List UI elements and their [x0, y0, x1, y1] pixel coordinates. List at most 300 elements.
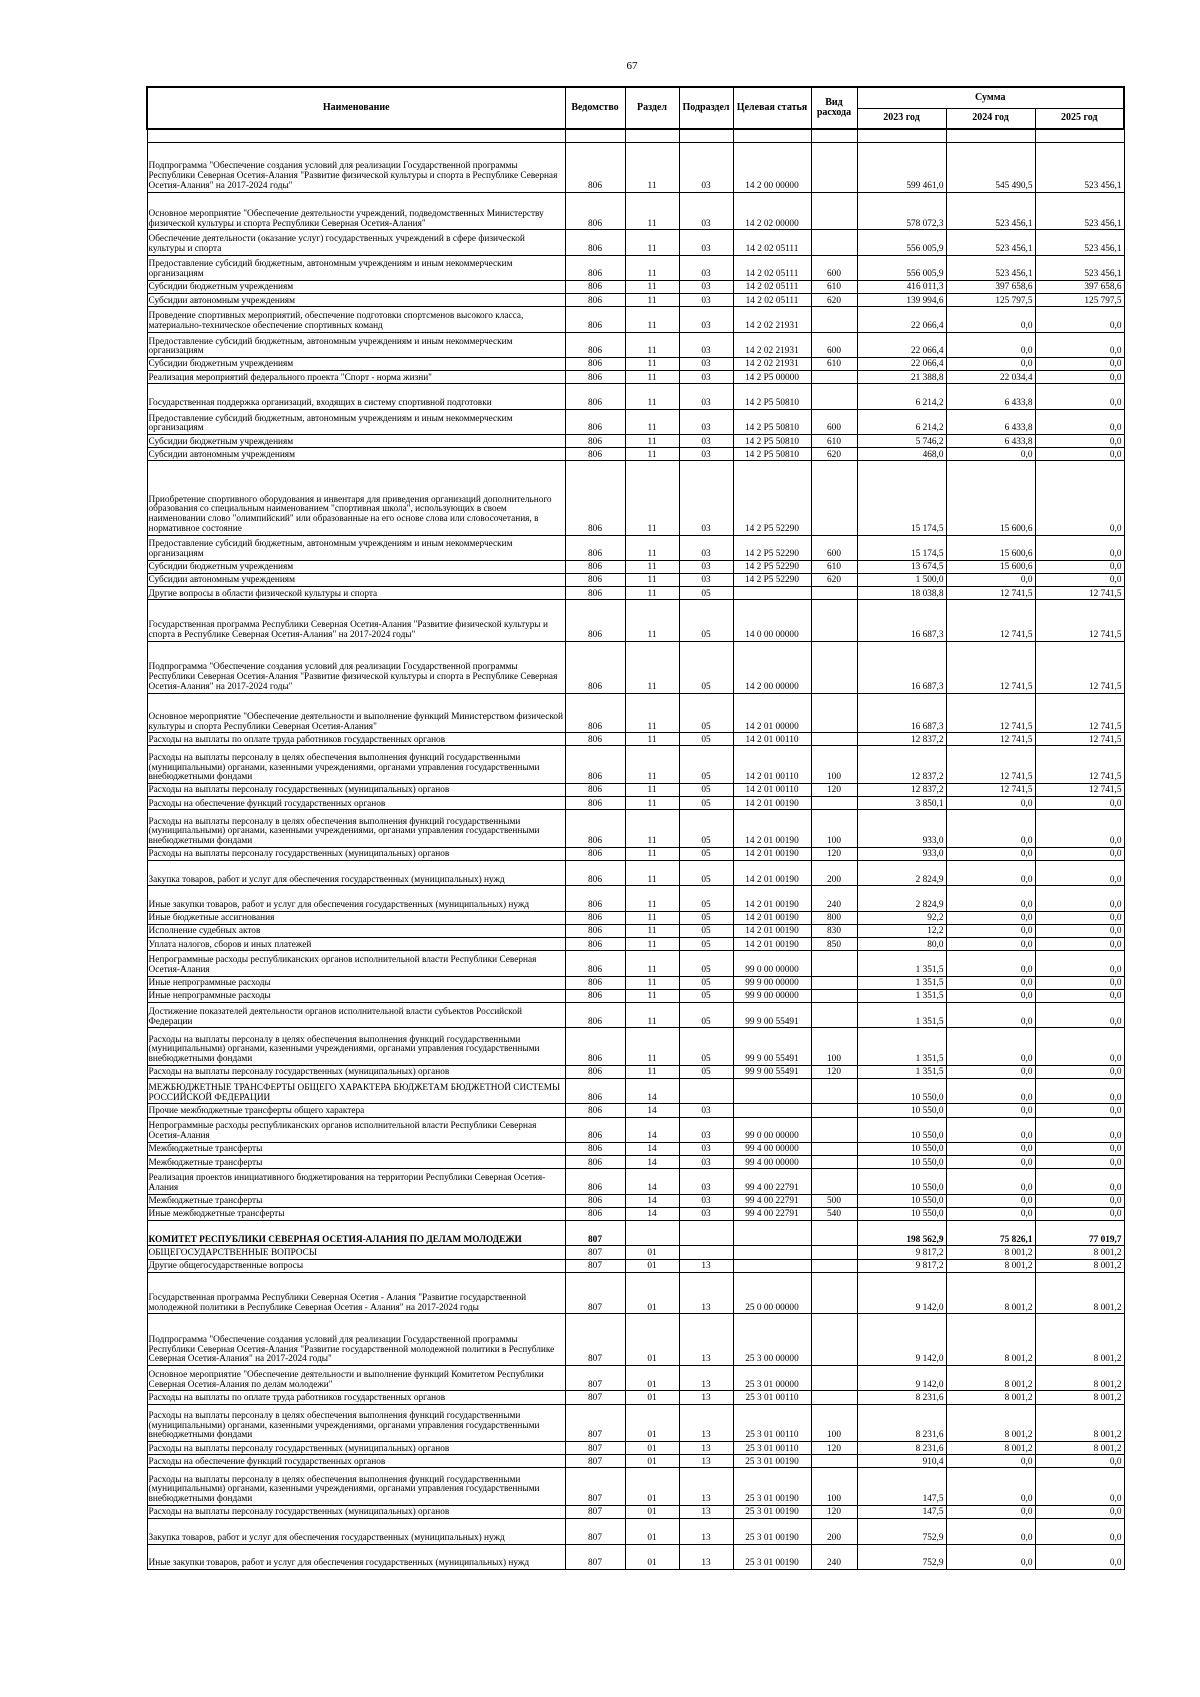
cell-name: Субсидии бюджетным учреждениям — [147, 560, 565, 573]
cell-2024: 0,0 — [946, 307, 1035, 332]
cell-razdel: 11 — [625, 951, 679, 976]
cell-vid — [811, 1104, 857, 1117]
cell-razdel: 11 — [625, 435, 679, 448]
cell-vedomstvo: 806 — [565, 1142, 625, 1155]
cell-podrazdel: 13 — [679, 1442, 733, 1455]
cell-celevaya: 14 2 01 00190 — [733, 911, 811, 924]
cell-name: МЕЖБЮДЖЕТНЫЕ ТРАНСФЕРТЫ ОБЩЕГО ХАРАКТЕРА БЮДЖЕТАМ БЮДЖЕТНОЙ СИСТЕМЫ РОССИЙСКОЙ ФЕДЕРАЦИИ — [147, 1079, 565, 1104]
cell-2023: 16 687,3 — [857, 693, 946, 733]
cell-celevaya: 14 2 01 00110 — [733, 784, 811, 797]
cell-name: Предоставление субсидий бюджетным, автономным учреждениям и иным некоммерческим организациям — [147, 535, 565, 560]
cell-podrazdel: 05 — [679, 911, 733, 924]
cell-2023: 599 461,0 — [857, 143, 946, 193]
cell-celevaya — [733, 1104, 811, 1117]
cell-vedomstvo: 806 — [565, 924, 625, 937]
cell-2025: 0,0 — [1035, 1156, 1124, 1169]
cell-vid: 620 — [811, 448, 857, 461]
cell-2023: 8 231,6 — [857, 1391, 946, 1404]
cell-razdel: 11 — [625, 886, 679, 911]
cell-2024: 12 741,5 — [946, 587, 1035, 600]
cell-podrazdel: 13 — [679, 1314, 733, 1366]
cell-celevaya: 99 0 00 00000 — [733, 1117, 811, 1142]
cell-2023: 12 837,2 — [857, 733, 946, 746]
table-row — [147, 143, 1124, 193]
cell-podrazdel: 03 — [679, 294, 733, 307]
col-celevaya-header: Целевая статья — [733, 87, 811, 129]
cell-razdel: 11 — [625, 192, 679, 230]
cell-razdel: 11 — [625, 600, 679, 642]
cell-vedomstvo: 806 — [565, 280, 625, 293]
cell-podrazdel: 03 — [679, 1142, 733, 1155]
cell-vid — [811, 1366, 857, 1391]
table-row — [147, 784, 1124, 797]
cell-celevaya: 25 3 01 00110 — [733, 1404, 811, 1442]
cell-vid: 610 — [811, 280, 857, 293]
cell-2023: 2 824,9 — [857, 886, 946, 911]
cell-vedomstvo: 806 — [565, 911, 625, 924]
table-row — [147, 1028, 1124, 1066]
cell-2025: 0,0 — [1035, 1194, 1124, 1207]
cell-celevaya: 14 2 02 05111 — [733, 255, 811, 280]
cell-2024: 12 741,5 — [946, 693, 1035, 733]
table-row — [147, 384, 1124, 409]
cell-2025: 0,0 — [1035, 1455, 1124, 1468]
cell-podrazdel: 05 — [679, 861, 733, 886]
cell-2024: 0,0 — [946, 1079, 1035, 1104]
table-row — [147, 1366, 1124, 1391]
cell-razdel: 11 — [625, 810, 679, 848]
cell-name: Реализация мероприятий федерального проекта "Спорт - норма жизни" — [147, 371, 565, 384]
cell-2024: 8 001,2 — [946, 1314, 1035, 1366]
cell-2023: 1 351,5 — [857, 1028, 946, 1066]
cell-podrazdel: 13 — [679, 1272, 733, 1314]
cell-2025: 0,0 — [1035, 1028, 1124, 1066]
table-row — [147, 847, 1124, 860]
cell-2024: 15 600,6 — [946, 535, 1035, 560]
cell-podrazdel: 05 — [679, 600, 733, 642]
cell-vedomstvo: 806 — [565, 448, 625, 461]
cell-podrazdel — [679, 1246, 733, 1259]
cell-vid: 600 — [811, 409, 857, 434]
cell-vid: 100 — [811, 810, 857, 848]
cell-name: Субсидии автономным учреждениям — [147, 294, 565, 307]
cell-celevaya: 14 2 P5 00000 — [733, 371, 811, 384]
cell-name: Подпрограмма "Обеспечение создания условий для реализации Государственной программы Республики Северная Осетия-Алания "Развитие физической культуры и спорта в Республике Северная Осетия-Алания" на 2017-2024 годы" — [147, 641, 565, 693]
col-vid-header: Вид расхода — [811, 87, 857, 129]
cell-2024: 12 741,5 — [946, 784, 1035, 797]
cell-2024: 0,0 — [946, 1519, 1035, 1544]
cell-2024: 12 741,5 — [946, 746, 1035, 784]
cell-2024: 15 600,6 — [946, 560, 1035, 573]
cell-2024: 0,0 — [946, 810, 1035, 848]
cell-razdel: 11 — [625, 294, 679, 307]
cell-razdel: 01 — [625, 1519, 679, 1544]
cell-2025: 8 001,2 — [1035, 1366, 1124, 1391]
cell-razdel: 11 — [625, 535, 679, 560]
cell-razdel: 14 — [625, 1194, 679, 1207]
cell-razdel: 11 — [625, 230, 679, 255]
cell-2023: 22 066,4 — [857, 332, 946, 357]
cell-2025: 12 741,5 — [1035, 733, 1124, 746]
cell-name: Предоставление субсидий бюджетным, автономным учреждениям и иным некоммерческим организациям — [147, 332, 565, 357]
cell-celevaya: 99 0 00 00000 — [733, 951, 811, 976]
cell-celevaya: 25 3 00 00000 — [733, 1314, 811, 1366]
cell-podrazdel: 03 — [679, 1194, 733, 1207]
cell-vid — [811, 1314, 857, 1366]
cell-vid — [811, 1391, 857, 1404]
cell-razdel: 14 — [625, 1117, 679, 1142]
cell-2024: 8 001,2 — [946, 1259, 1035, 1272]
cell-2025: 0,0 — [1035, 938, 1124, 951]
cell-vedomstvo: 806 — [565, 1169, 625, 1194]
cell-2024: 0,0 — [946, 1455, 1035, 1468]
cell-2024: 523 456,1 — [946, 230, 1035, 255]
cell-vedomstvo: 806 — [565, 294, 625, 307]
cell-celevaya: 14 2 02 05111 — [733, 230, 811, 255]
cell-name: Обеспечение деятельности (оказание услуг) государственных учреждений в сфере физической культуры и спорта — [147, 230, 565, 255]
cell-razdel: 11 — [625, 797, 679, 810]
cell-vedomstvo: 807 — [565, 1455, 625, 1468]
spacer-row — [147, 129, 1124, 143]
cell-vedomstvo: 806 — [565, 1028, 625, 1066]
cell-razdel: 11 — [625, 784, 679, 797]
cell-vedomstvo: 807 — [565, 1468, 625, 1506]
cell-2024: 0,0 — [946, 1002, 1035, 1027]
cell-celevaya: 14 2 P5 52290 — [733, 574, 811, 587]
cell-podrazdel: 13 — [679, 1519, 733, 1544]
cell-2023: 6 214,2 — [857, 409, 946, 434]
cell-vid: 620 — [811, 294, 857, 307]
cell-vid: 120 — [811, 1505, 857, 1518]
cell-razdel: 11 — [625, 1028, 679, 1066]
cell-2023: 92,2 — [857, 911, 946, 924]
cell-2025: 0,0 — [1035, 1519, 1124, 1544]
cell-vedomstvo: 806 — [565, 192, 625, 230]
cell-razdel: 11 — [625, 307, 679, 332]
cell-name: Другие общегосударственные вопросы — [147, 1259, 565, 1272]
table-row — [147, 1519, 1124, 1544]
cell-2025: 0,0 — [1035, 886, 1124, 911]
cell-2023: 16 687,3 — [857, 641, 946, 693]
cell-name: Иные закупки товаров, работ и услуг для обеспечения государственных (муниципальных) нужд — [147, 1544, 565, 1569]
table-row — [147, 693, 1124, 733]
cell-vid — [811, 600, 857, 642]
cell-name: Расходы на обеспечение функций государственных органов — [147, 1455, 565, 1468]
cell-2023: 10 550,0 — [857, 1156, 946, 1169]
cell-celevaya: 14 2 01 00110 — [733, 746, 811, 784]
cell-vid — [811, 1169, 857, 1194]
table-row — [147, 1117, 1124, 1142]
table-row — [147, 1169, 1124, 1194]
cell-celevaya: 14 2 02 05111 — [733, 280, 811, 293]
cell-razdel: 14 — [625, 1156, 679, 1169]
cell-podrazdel: 05 — [679, 886, 733, 911]
cell-vid: 120 — [811, 847, 857, 860]
table-row — [147, 1314, 1124, 1366]
table-row — [147, 307, 1124, 332]
table-row — [147, 976, 1124, 989]
table-row — [147, 448, 1124, 461]
cell-vid — [811, 951, 857, 976]
cell-razdel: 01 — [625, 1272, 679, 1314]
cell-2023: 10 550,0 — [857, 1117, 946, 1142]
cell-vedomstvo: 806 — [565, 810, 625, 848]
table-row — [147, 924, 1124, 937]
cell-name: Расходы на выплаты персоналу в целях обеспечения выполнения функций государственными (муниципальными) органами, казенными учреждениями, органами управления государственными внебюджетными фондами — [147, 1468, 565, 1506]
cell-2024: 0,0 — [946, 1156, 1035, 1169]
cell-podrazdel: 05 — [679, 1028, 733, 1066]
cell-2025: 0,0 — [1035, 307, 1124, 332]
cell-name: Приобретение спортивного оборудования и инвентаря для приведения организаций дополнительного образования со специальным наименованием "спортивная школа", использующих в своем наименовании слово "олимпийский" или образованные на его основе слова или словосочетания, в нормативное состояние — [147, 461, 565, 535]
cell-vedomstvo: 806 — [565, 847, 625, 860]
cell-vedomstvo: 806 — [565, 409, 625, 434]
cell-2025: 8 001,2 — [1035, 1246, 1124, 1259]
cell-razdel: 01 — [625, 1544, 679, 1569]
cell-podrazdel: 03 — [679, 371, 733, 384]
cell-podrazdel: 13 — [679, 1404, 733, 1442]
cell-podrazdel: 05 — [679, 733, 733, 746]
cell-podrazdel: 05 — [679, 1002, 733, 1027]
cell-podrazdel: 05 — [679, 938, 733, 951]
cell-vedomstvo: 806 — [565, 1002, 625, 1027]
cell-name: Исполнение судебных актов — [147, 924, 565, 937]
cell-2024: 6 433,8 — [946, 409, 1035, 434]
cell-2024: 8 001,2 — [946, 1272, 1035, 1314]
cell-vid: 540 — [811, 1207, 857, 1220]
cell-vid: 200 — [811, 1519, 857, 1544]
table-row — [147, 1246, 1124, 1259]
cell-vid — [811, 1117, 857, 1142]
cell-podrazdel: 05 — [679, 924, 733, 937]
cell-name: Расходы на выплаты по оплате труда работников государственных органов — [147, 1391, 565, 1404]
cell-vid — [811, 1002, 857, 1027]
cell-2024: 0,0 — [946, 1505, 1035, 1518]
cell-2023: 1 351,5 — [857, 1065, 946, 1078]
cell-2023: 556 005,9 — [857, 230, 946, 255]
cell-2025: 77 019,7 — [1035, 1220, 1124, 1245]
cell-2024: 0,0 — [946, 1169, 1035, 1194]
cell-2024: 15 600,6 — [946, 461, 1035, 535]
cell-celevaya: 99 4 00 22791 — [733, 1169, 811, 1194]
cell-2023: 10 550,0 — [857, 1194, 946, 1207]
cell-2024: 0,0 — [946, 1028, 1035, 1066]
cell-vedomstvo: 806 — [565, 535, 625, 560]
cell-2025: 0,0 — [1035, 332, 1124, 357]
cell-2025: 12 741,5 — [1035, 693, 1124, 733]
col-vedomstvo-header: Ведомство — [565, 87, 625, 129]
cell-vid: 600 — [811, 255, 857, 280]
cell-podrazdel: 03 — [679, 307, 733, 332]
cell-razdel: 11 — [625, 255, 679, 280]
cell-name: Расходы на выплаты персоналу государственных (муниципальных) органов — [147, 1442, 565, 1455]
cell-name: ОБЩЕГОСУДАРСТВЕННЫЕ ВОПРОСЫ — [147, 1246, 565, 1259]
cell-2025: 0,0 — [1035, 574, 1124, 587]
cell-podrazdel: 03 — [679, 332, 733, 357]
cell-2025: 0,0 — [1035, 371, 1124, 384]
cell-podrazdel: 05 — [679, 976, 733, 989]
cell-2023: 12,2 — [857, 924, 946, 937]
cell-2023: 6 214,2 — [857, 384, 946, 409]
cell-name: Иные непрограммные расходы — [147, 976, 565, 989]
cell-razdel: 14 — [625, 1079, 679, 1104]
cell-vedomstvo: 806 — [565, 938, 625, 951]
cell-podrazdel: 03 — [679, 1169, 733, 1194]
cell-2023: 80,0 — [857, 938, 946, 951]
cell-vedomstvo: 806 — [565, 1194, 625, 1207]
cell-2023: 752,9 — [857, 1544, 946, 1569]
cell-celevaya: 99 9 00 55491 — [733, 1002, 811, 1027]
col-razdel-header: Раздел — [625, 87, 679, 129]
cell-2025: 0,0 — [1035, 861, 1124, 886]
table-row — [147, 1065, 1124, 1078]
cell-name: Реализация проектов инициативного бюджетирования на территории Республики Северная Осетия-Алания — [147, 1169, 565, 1194]
cell-vedomstvo: 806 — [565, 143, 625, 193]
table-row — [147, 1220, 1124, 1245]
cell-vedomstvo: 806 — [565, 693, 625, 733]
cell-2023: 12 837,2 — [857, 784, 946, 797]
cell-2025: 0,0 — [1035, 989, 1124, 1002]
cell-celevaya: 99 4 00 00000 — [733, 1142, 811, 1155]
table-row — [147, 255, 1124, 280]
table-row — [147, 1194, 1124, 1207]
cell-vedomstvo: 806 — [565, 1065, 625, 1078]
cell-2024: 0,0 — [946, 886, 1035, 911]
cell-name: Другие вопросы в области физической культуры и спорта — [147, 587, 565, 600]
cell-razdel: 11 — [625, 560, 679, 573]
cell-razdel: 14 — [625, 1169, 679, 1194]
cell-2025: 8 001,2 — [1035, 1314, 1124, 1366]
cell-2023: 10 550,0 — [857, 1169, 946, 1194]
cell-razdel: 11 — [625, 693, 679, 733]
cell-podrazdel: 03 — [679, 1104, 733, 1117]
cell-name: Предоставление субсидий бюджетным, автономным учреждениям и иным некоммерческим организациям — [147, 409, 565, 434]
cell-celevaya: 99 4 00 00000 — [733, 1156, 811, 1169]
cell-podrazdel: 13 — [679, 1366, 733, 1391]
cell-razdel: 11 — [625, 733, 679, 746]
cell-2023: 13 674,5 — [857, 560, 946, 573]
cell-vid: 500 — [811, 1194, 857, 1207]
cell-2024: 0,0 — [946, 847, 1035, 860]
cell-razdel: 01 — [625, 1404, 679, 1442]
cell-2024: 0,0 — [946, 976, 1035, 989]
cell-celevaya: 99 9 00 00000 — [733, 989, 811, 1002]
cell-celevaya: 14 2 01 00110 — [733, 733, 811, 746]
cell-podrazdel: 05 — [679, 989, 733, 1002]
cell-celevaya: 25 3 01 00110 — [733, 1391, 811, 1404]
cell-2025: 0,0 — [1035, 1169, 1124, 1194]
cell-vid — [811, 1272, 857, 1314]
table-row — [147, 733, 1124, 746]
col-summa-header: Сумма — [857, 87, 1124, 109]
cell-razdel: 11 — [625, 448, 679, 461]
cell-2023: 1 351,5 — [857, 951, 946, 976]
col-2025-header: 2025 год — [1035, 109, 1124, 130]
cell-vid — [811, 461, 857, 535]
cell-razdel: 11 — [625, 976, 679, 989]
cell-podrazdel: 03 — [679, 1156, 733, 1169]
cell-vedomstvo: 807 — [565, 1404, 625, 1442]
cell-razdel: 01 — [625, 1246, 679, 1259]
cell-2024: 0,0 — [946, 574, 1035, 587]
cell-name: Расходы на выплаты персоналу государственных (муниципальных) органов — [147, 847, 565, 860]
cell-2023: 5 746,2 — [857, 435, 946, 448]
table-row — [147, 810, 1124, 848]
table-row — [147, 1442, 1124, 1455]
cell-2025: 0,0 — [1035, 560, 1124, 573]
table-row — [147, 797, 1124, 810]
cell-podrazdel: 03 — [679, 574, 733, 587]
cell-vid — [811, 1142, 857, 1155]
cell-vid: 200 — [811, 861, 857, 886]
cell-2024: 8 001,2 — [946, 1442, 1035, 1455]
cell-2025: 8 001,2 — [1035, 1391, 1124, 1404]
cell-name: Расходы на выплаты персоналу в целях обеспечения выполнения функций государственными (муниципальными) органами, казенными учреждениями, органами управления государственными внебюджетными фондами — [147, 1028, 565, 1066]
cell-2023: 2 824,9 — [857, 861, 946, 886]
cell-vedomstvo: 806 — [565, 1104, 625, 1117]
cell-2023: 18 038,8 — [857, 587, 946, 600]
cell-2024: 0,0 — [946, 797, 1035, 810]
cell-celevaya: 14 2 01 00190 — [733, 847, 811, 860]
cell-vid — [811, 1220, 857, 1245]
cell-celevaya: 14 0 00 00000 — [733, 600, 811, 642]
cell-vedomstvo: 806 — [565, 574, 625, 587]
table-row — [147, 861, 1124, 886]
cell-2024: 0,0 — [946, 911, 1035, 924]
cell-vid — [811, 976, 857, 989]
cell-razdel: 11 — [625, 641, 679, 693]
cell-2024: 0,0 — [946, 1468, 1035, 1506]
cell-razdel: 11 — [625, 332, 679, 357]
cell-2025: 0,0 — [1035, 976, 1124, 989]
cell-podrazdel: 05 — [679, 784, 733, 797]
cell-2024: 12 741,5 — [946, 600, 1035, 642]
cell-2023: 15 174,5 — [857, 535, 946, 560]
cell-2025: 12 741,5 — [1035, 641, 1124, 693]
cell-name: Прочие межбюджетные трансферты общего характера — [147, 1104, 565, 1117]
cell-2023: 10 550,0 — [857, 1079, 946, 1104]
cell-celevaya: 99 9 00 55491 — [733, 1065, 811, 1078]
cell-podrazdel: 13 — [679, 1455, 733, 1468]
cell-celevaya: 14 2 01 00190 — [733, 886, 811, 911]
cell-2024: 125 797,5 — [946, 294, 1035, 307]
cell-celevaya: 25 3 01 00190 — [733, 1505, 811, 1518]
cell-2025: 0,0 — [1035, 951, 1124, 976]
cell-celevaya: 14 2 P5 50810 — [733, 448, 811, 461]
cell-2025: 0,0 — [1035, 461, 1124, 535]
cell-razdel: 01 — [625, 1366, 679, 1391]
table-row — [147, 1142, 1124, 1155]
cell-vedomstvo: 806 — [565, 746, 625, 784]
table-row — [147, 1505, 1124, 1518]
cell-podrazdel: 03 — [679, 535, 733, 560]
cell-2025: 12 741,5 — [1035, 587, 1124, 600]
cell-name: Расходы на выплаты персоналу государственных (муниципальных) органов — [147, 1505, 565, 1518]
cell-vedomstvo: 806 — [565, 600, 625, 642]
cell-name: Подпрограмма "Обеспечение создания условий для реализации Государственной программы Республики Северная Осетия-Алания "Развитие физической культуры и спорта в Республике Северная Осетия-Алания" на 2017-2024 годы" — [147, 143, 565, 193]
cell-2024: 0,0 — [946, 1207, 1035, 1220]
cell-podrazdel: 05 — [679, 641, 733, 693]
cell-vid: 830 — [811, 924, 857, 937]
cell-2024: 0,0 — [946, 1194, 1035, 1207]
cell-vedomstvo: 806 — [565, 976, 625, 989]
cell-vedomstvo: 806 — [565, 951, 625, 976]
cell-2024: 6 433,8 — [946, 435, 1035, 448]
cell-2025: 0,0 — [1035, 847, 1124, 860]
cell-razdel: 11 — [625, 861, 679, 886]
cell-razdel: 11 — [625, 384, 679, 409]
cell-2023: 21 388,8 — [857, 371, 946, 384]
cell-podrazdel: 03 — [679, 230, 733, 255]
